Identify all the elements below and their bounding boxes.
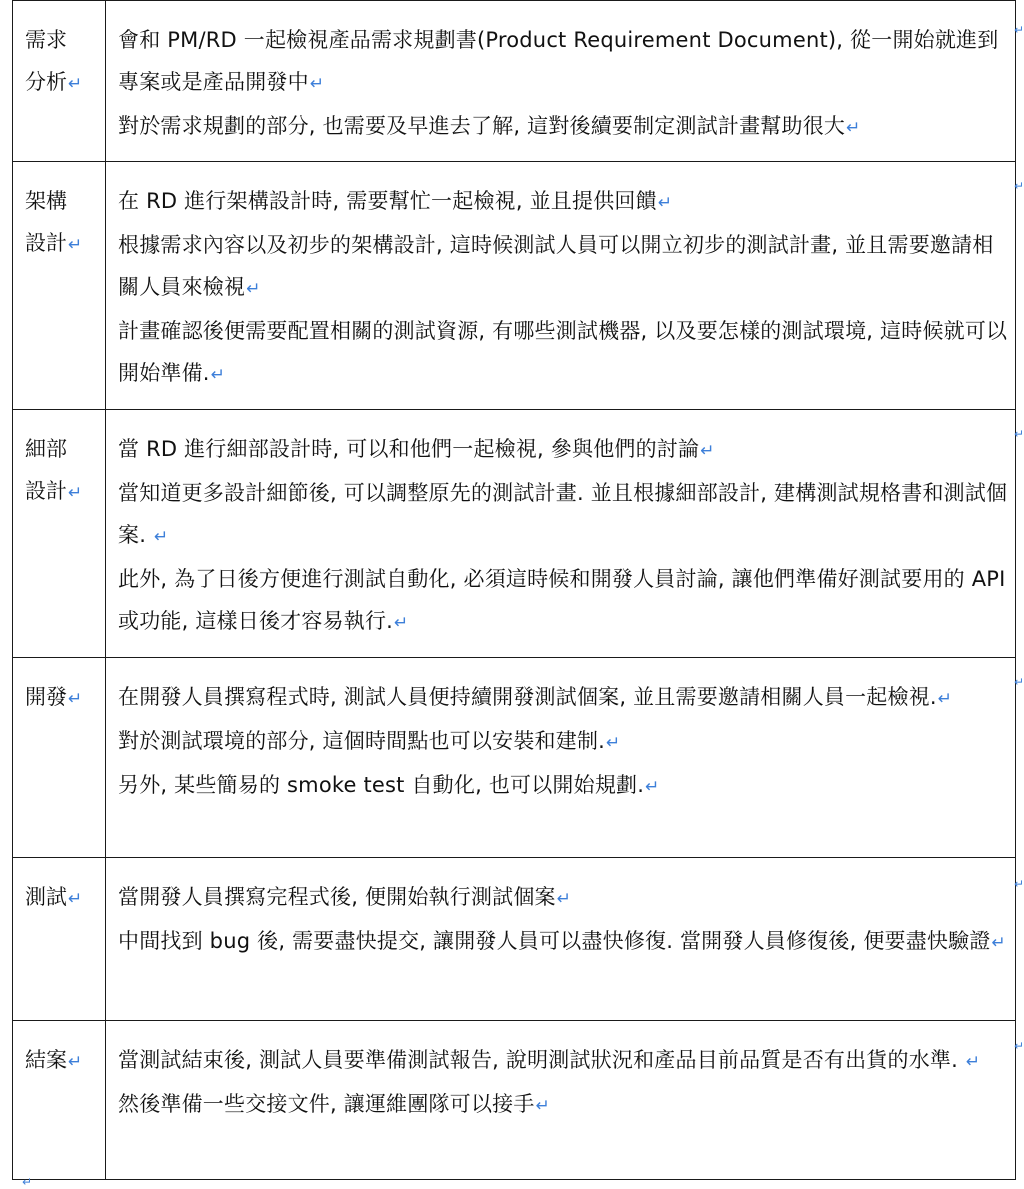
paragraph-mark-icon: ↵: [657, 193, 673, 213]
description-paragraph: 當知道更多設計細節後, 可以調整原先的測試計畫. 並且根據細部設計, 建構測試規格書和測試個案.: [118, 481, 1008, 547]
paragraph-mark-icon: ↵: [246, 279, 261, 299]
stage-label: 需求: [25, 28, 67, 52]
stage-label: 開發: [25, 685, 67, 709]
description-paragraph: 然後準備一些交接文件, 讓運維團隊可以接手: [118, 1092, 535, 1116]
stage-cell: [13, 1, 106, 162]
description-paragraph: 對於測試環境的部分, 這個時間點也可以安裝和建制.: [118, 729, 606, 753]
paragraph-mark-icon: ↵: [68, 74, 83, 94]
paragraph-mark-icon: ↵: [535, 1096, 551, 1116]
paragraph-mark-icon: ↵: [700, 441, 715, 461]
stage-label: 分析: [25, 70, 67, 94]
description-paragraph: 計畫確認後便需要配置相關的測試資源, 有哪些測試機器, 以及要怎樣的測試環境, 這時候就可以開始準備.: [118, 319, 1008, 385]
row-end-mark-icon: ↵: [1013, 877, 1024, 891]
stage-label: 架構: [25, 189, 67, 213]
lifecycle-table: [12, 0, 1016, 1180]
stage-cell: [13, 858, 106, 1021]
description-paragraph: 會和 PM/RD 一起檢視產品需求規劃書(Product Requirement Document), 從一開始就進到專案或是產品開發中: [118, 28, 999, 94]
row-end-mark-icon: ↵: [1013, 23, 1024, 37]
description-cell: [106, 658, 1016, 858]
description-paragraph: 根據需求內容以及初步的架構設計, 這時候測試人員可以開立初步的測試計畫, 並且需要邀請相關人員來檢視: [118, 233, 994, 299]
stage-label: 測試: [25, 885, 67, 909]
description-cell: [106, 858, 1016, 1021]
paragraph-mark-icon: ↵: [153, 527, 169, 547]
paragraph-mark-icon: ↵: [394, 613, 409, 633]
stage-label: 設計: [25, 231, 67, 255]
description-cell: [106, 162, 1016, 410]
paragraph-mark-icon: ↵: [309, 74, 325, 94]
table-row: [13, 858, 1016, 1021]
paragraph-mark-icon: ↵: [606, 733, 621, 753]
stage-label: 設計: [25, 479, 67, 503]
description-paragraph: 中間找到 bug 後, 需要盡快提交, 讓開發人員可以盡快修復. 當開發人員修復後, 便要盡快驗證: [118, 929, 991, 953]
row-end-mark-icon: ↵: [1013, 179, 1024, 193]
description-cell: [106, 410, 1016, 658]
row-end-mark-icon: ↵: [1013, 427, 1024, 441]
row-end-mark-icon: ↵: [1013, 1039, 1024, 1053]
description-paragraph: 在開發人員撰寫程式時, 測試人員便持續開發測試個案, 並且需要邀請相關人員一起檢視.: [118, 685, 937, 709]
description-cell: [106, 1, 1016, 162]
description-paragraph: 在 RD 進行架構設計時, 需要幫忙一起檢視, 並且提供回饋: [118, 189, 657, 213]
paragraph-mark-icon: ↵: [68, 1052, 83, 1072]
description-cell: [106, 1021, 1016, 1180]
table-row: [13, 1, 1016, 162]
stage-label: 細部: [25, 437, 67, 461]
paragraph-mark-icon: ↵: [210, 365, 226, 385]
paragraph-mark-icon: ↵: [937, 689, 953, 709]
stage-cell: [13, 162, 106, 410]
table-row: [13, 162, 1016, 410]
description-paragraph: 當 RD 進行細部設計時, 可以和他們一起檢視, 參與他們的討論: [118, 437, 700, 461]
paragraph-mark-icon: ↵: [991, 933, 1006, 953]
stage-cell: [13, 410, 106, 658]
description-paragraph: 當開發人員撰寫完程式後, 便開始執行測試個案: [118, 885, 556, 909]
table-row: [13, 658, 1016, 858]
paragraph-mark-icon: ↵: [68, 889, 83, 909]
paragraph-mark-icon: ↵: [68, 235, 83, 255]
stage-label: 結案: [25, 1048, 67, 1072]
stage-cell: [13, 1021, 106, 1180]
description-paragraph: 當測試結束後, 測試人員要準備測試報告, 說明測試狀況和產品目前品質是否有出貨的水準.: [118, 1048, 965, 1072]
paragraph-mark-icon: ↵: [645, 777, 660, 797]
row-end-mark-icon: ↵: [1013, 675, 1024, 689]
paragraph-mark-icon: ↵: [68, 483, 83, 503]
table-row: [13, 1021, 1016, 1180]
stage-cell: [13, 658, 106, 858]
paragraph-mark-icon: ↵: [965, 1052, 981, 1072]
description-paragraph: 對於需求規劃的部分, 也需要及早進去了解, 這對後續要制定測試計畫幫助很大: [118, 114, 846, 138]
paragraph-mark-icon: ↵: [846, 118, 861, 138]
paragraph-mark-icon: ↵: [68, 689, 83, 709]
table-row: [13, 410, 1016, 658]
description-paragraph: 此外, 為了日後方便進行測試自動化, 必須這時候和開發人員討論, 讓他們準備好測試要用的 API 或功能, 這樣日後才容易執行.: [118, 567, 1006, 633]
description-paragraph: 另外, 某些簡易的 smoke test 自動化, 也可以開始規劃.: [118, 773, 645, 797]
paragraph-mark-icon: ↵: [556, 889, 572, 909]
document-end-mark-icon: ↵: [22, 1175, 33, 1189]
